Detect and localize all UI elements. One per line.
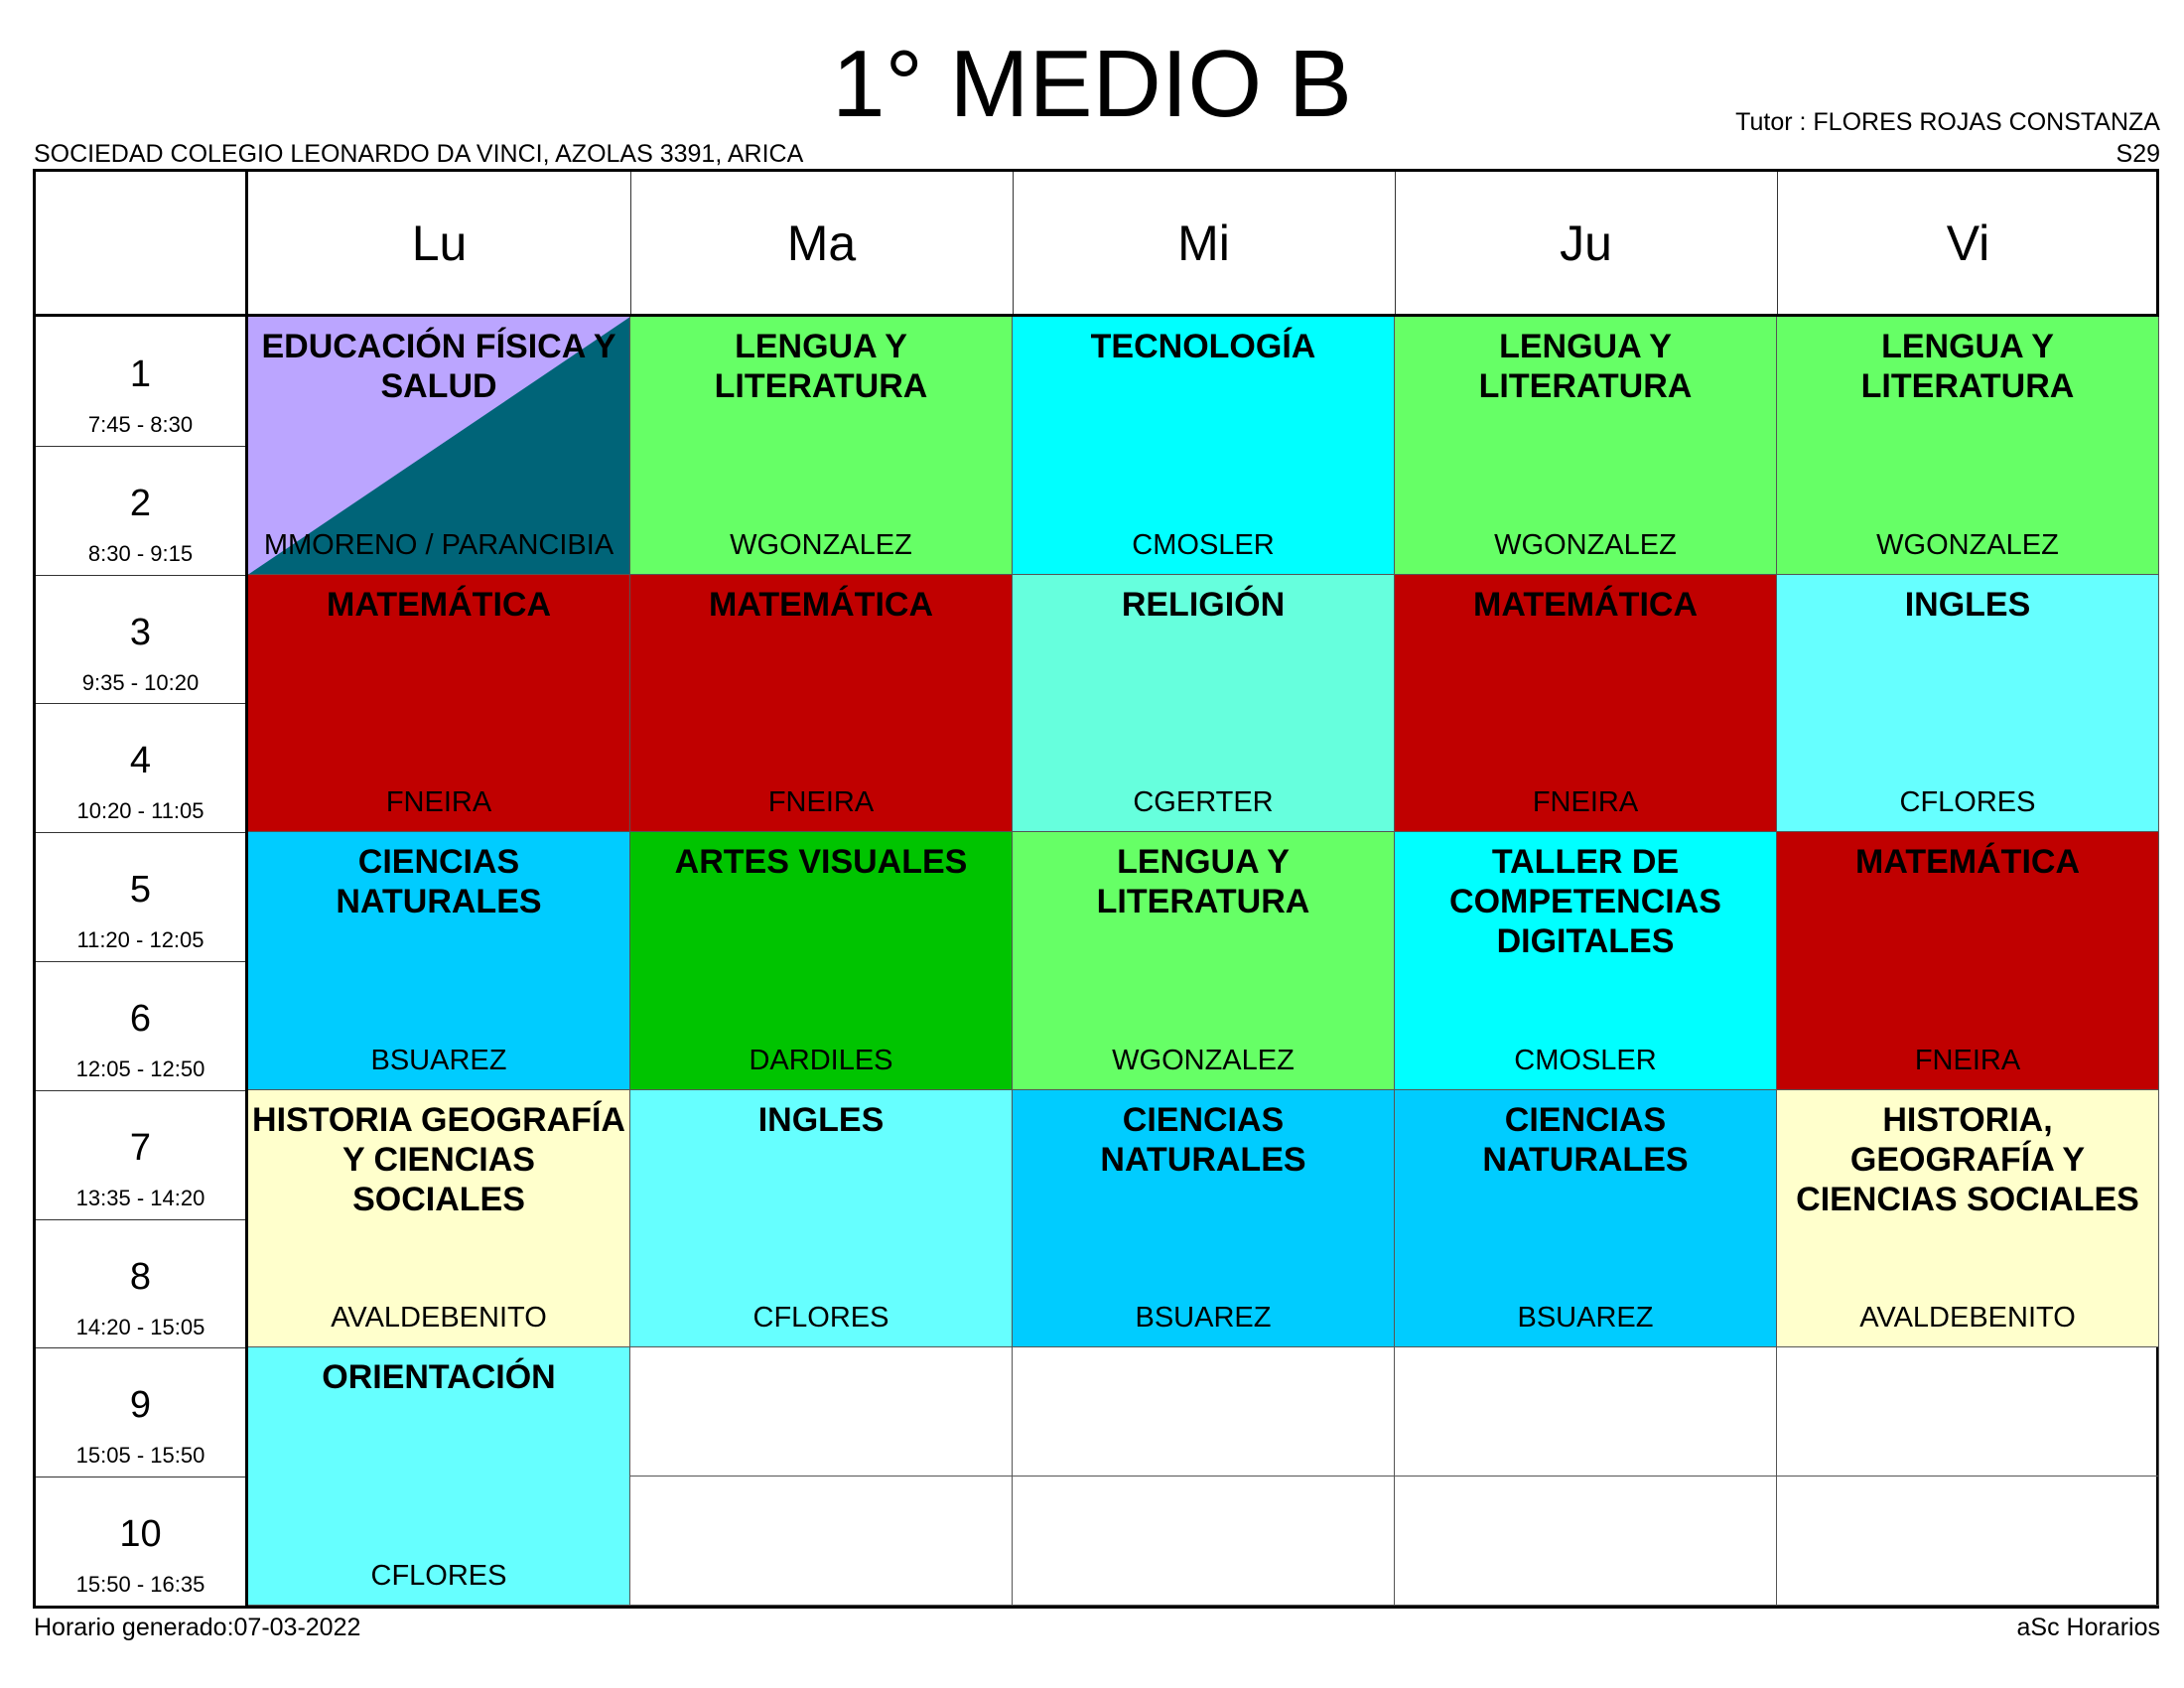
lesson-cell[interactable] <box>248 1090 630 1348</box>
lesson-cell[interactable] <box>1013 317 1395 575</box>
generated-date: Horario generado:07-03-2022 <box>34 1614 361 1641</box>
period-label <box>36 575 245 704</box>
empty-slot[interactable] <box>1013 1347 1395 1477</box>
lesson-cell[interactable] <box>630 575 1013 833</box>
period-label <box>36 832 245 961</box>
lesson-subject: TECNOLOGÍA <box>1090 328 1316 365</box>
period-time: 13:35 - 14:20 <box>75 1185 205 1210</box>
day-header: Vi <box>1946 214 1990 271</box>
period-time: 10:20 - 11:05 <box>76 798 205 824</box>
period-label <box>36 446 245 575</box>
day-header: Ju <box>1560 214 1612 271</box>
period-label <box>36 317 245 446</box>
lesson-teacher: BSUAREZ <box>370 1044 507 1076</box>
period-number: 3 <box>129 611 152 653</box>
lesson-subject: MATEMÁTICA <box>1473 585 1698 624</box>
software-credit: aSc Horarios <box>2016 1614 2160 1641</box>
lesson-cell[interactable] <box>248 832 630 1090</box>
lesson-cell[interactable] <box>1395 317 1777 575</box>
lesson-subject: HISTORIA GEOGRAFÍA Y CIENCIAS SOCIALES <box>252 1100 625 1218</box>
lesson-subject: TALLER DE COMPETENCIAS DIGITALES <box>1449 843 1721 961</box>
lesson-cell[interactable] <box>1777 1090 2159 1348</box>
period-time: 11:20 - 12:05 <box>76 927 205 953</box>
lesson-cell[interactable] <box>1777 832 2159 1090</box>
empty-slot[interactable] <box>1013 1477 1395 1606</box>
day-divider <box>1395 172 1396 314</box>
period-label <box>36 1090 245 1219</box>
lesson-teacher: FNEIRA <box>385 786 492 819</box>
lesson-subject: MATEMÁTICA <box>1855 843 2080 882</box>
lesson-subject: CIENCIAS NATURALES <box>336 843 542 921</box>
lesson-cell[interactable] <box>1395 575 1777 833</box>
empty-slot[interactable] <box>1395 1347 1777 1477</box>
period-label <box>36 1219 245 1348</box>
period-number: 7 <box>129 1126 152 1169</box>
lesson-subject: LENGUA Y LITERATURA <box>714 328 928 405</box>
lesson-subject: HISTORIA, GEOGRAFÍA Y CIENCIAS SOCIALES <box>1796 1100 2139 1218</box>
day-header: Ma <box>786 214 857 271</box>
lesson-teacher: CFLORES <box>752 1302 889 1335</box>
lesson-subject: INGLES <box>1904 585 2031 624</box>
school-name: SOCIEDAD COLEGIO LEONARDO DA VINCI, AZOLAS 3391, ARICA <box>34 140 804 168</box>
lesson-teacher: CMOSLER <box>1514 1044 1657 1076</box>
row-divider <box>36 1090 245 1091</box>
lesson-subject: LENGUA Y LITERATURA <box>1096 843 1310 921</box>
day-divider <box>1013 172 1014 314</box>
lesson-cell[interactable] <box>248 317 630 575</box>
lesson-cell[interactable] <box>1013 832 1395 1090</box>
row-divider <box>36 832 245 833</box>
period-time: 8:30 - 9:15 <box>87 540 194 566</box>
period-time: 15:05 - 15:50 <box>75 1443 205 1469</box>
period-number: 9 <box>129 1384 152 1427</box>
lesson-teacher: FNEIRA <box>1914 1044 2021 1076</box>
empty-slot[interactable] <box>1777 1477 2159 1606</box>
lesson-cell[interactable] <box>630 1090 1013 1348</box>
empty-slot[interactable] <box>630 1347 1013 1477</box>
tutor-name: Tutor : FLORES ROJAS CONSTANZA <box>1735 108 2160 136</box>
lesson-cell[interactable] <box>630 832 1013 1090</box>
row-divider <box>36 1347 245 1348</box>
period-label <box>36 1477 245 1606</box>
lesson-cell[interactable] <box>248 575 630 833</box>
period-time: 12:05 - 12:50 <box>75 1056 205 1081</box>
lesson-teacher: WGONZALEZ <box>1112 1044 1295 1076</box>
lesson-teacher: WGONZALEZ <box>1876 528 2059 561</box>
lesson-teacher: DARDILES <box>749 1044 893 1076</box>
lesson-teacher: CGERTER <box>1133 786 1274 819</box>
header-divider <box>36 314 2156 317</box>
lesson-teacher: CMOSLER <box>1132 528 1275 561</box>
lesson-cell[interactable] <box>1395 1090 1777 1348</box>
lesson-teacher: FNEIRA <box>1532 786 1639 819</box>
lesson-teacher: BSUAREZ <box>1135 1302 1272 1335</box>
period-time: 15:50 - 16:35 <box>75 1572 205 1598</box>
room-code: S29 <box>2116 140 2160 168</box>
lesson-subject: ORIENTACIÓN <box>322 1358 556 1397</box>
lesson-cell[interactable] <box>248 1347 630 1606</box>
lesson-cell[interactable] <box>1395 832 1777 1090</box>
period-time: 7:45 - 8:30 <box>87 412 194 437</box>
lesson-teacher: WGONZALEZ <box>1494 528 1677 561</box>
lesson-teacher: MMORENO / PARANCIBIA <box>263 528 614 561</box>
page-title: 1° MEDIO B <box>832 31 1352 137</box>
row-divider <box>36 575 245 576</box>
empty-slot[interactable] <box>1777 1347 2159 1477</box>
lesson-subject: LENGUA Y LITERATURA <box>1478 328 1693 405</box>
lesson-subject: MATEMÁTICA <box>709 585 933 624</box>
lesson-subject: EDUCACIÓN FÍSICA Y SALUD <box>261 328 616 405</box>
lesson-teacher: CFLORES <box>1899 786 2036 819</box>
period-label <box>36 703 245 832</box>
lesson-subject: CIENCIAS NATURALES <box>1100 1100 1306 1179</box>
lesson-teacher: CFLORES <box>370 1559 507 1592</box>
lesson-teacher: FNEIRA <box>767 786 875 819</box>
lesson-teacher: WGONZALEZ <box>730 528 912 561</box>
lesson-teacher: AVALDEBENITO <box>331 1302 547 1335</box>
row-divider <box>36 446 245 447</box>
lesson-subject: CIENCIAS NATURALES <box>1482 1100 1689 1179</box>
lesson-subject: MATEMÁTICA <box>327 585 551 624</box>
time-column-divider <box>245 172 248 1606</box>
empty-slot[interactable] <box>630 1477 1013 1606</box>
period-label <box>36 961 245 1090</box>
lesson-cell[interactable] <box>1013 1090 1395 1348</box>
day-divider <box>1777 172 1778 314</box>
period-number: 4 <box>129 740 152 782</box>
timetable-grid <box>33 169 2159 1609</box>
lesson-subject: LENGUA Y LITERATURA <box>1860 328 2075 405</box>
period-number: 6 <box>129 998 152 1040</box>
period-number: 2 <box>129 482 152 524</box>
period-number: 1 <box>129 353 152 395</box>
lesson-cell[interactable] <box>630 317 1013 575</box>
lesson-subject: ARTES VISUALES <box>674 843 968 882</box>
lesson-subject: RELIGIÓN <box>1121 585 1286 624</box>
period-number: 5 <box>129 869 152 912</box>
row-divider <box>36 703 245 704</box>
lesson-subject: INGLES <box>757 1100 885 1139</box>
period-time: 14:20 - 15:05 <box>75 1314 205 1339</box>
row-divider <box>36 961 245 962</box>
period-number: 10 <box>119 1513 162 1556</box>
period-label <box>36 1347 245 1477</box>
day-header: Lu <box>411 214 468 271</box>
lesson-teacher: BSUAREZ <box>1517 1302 1654 1335</box>
day-divider <box>630 172 631 314</box>
lesson-cell[interactable] <box>1777 317 2159 575</box>
period-time: 9:35 - 10:20 <box>81 669 200 695</box>
empty-slot[interactable] <box>1395 1477 1777 1606</box>
lesson-cell[interactable] <box>1013 575 1395 833</box>
row-divider <box>36 1219 245 1220</box>
lesson-teacher: AVALDEBENITO <box>1859 1302 2076 1335</box>
lesson-cell[interactable] <box>1777 575 2159 833</box>
period-number: 8 <box>129 1255 152 1298</box>
day-header: Mi <box>1177 214 1230 271</box>
